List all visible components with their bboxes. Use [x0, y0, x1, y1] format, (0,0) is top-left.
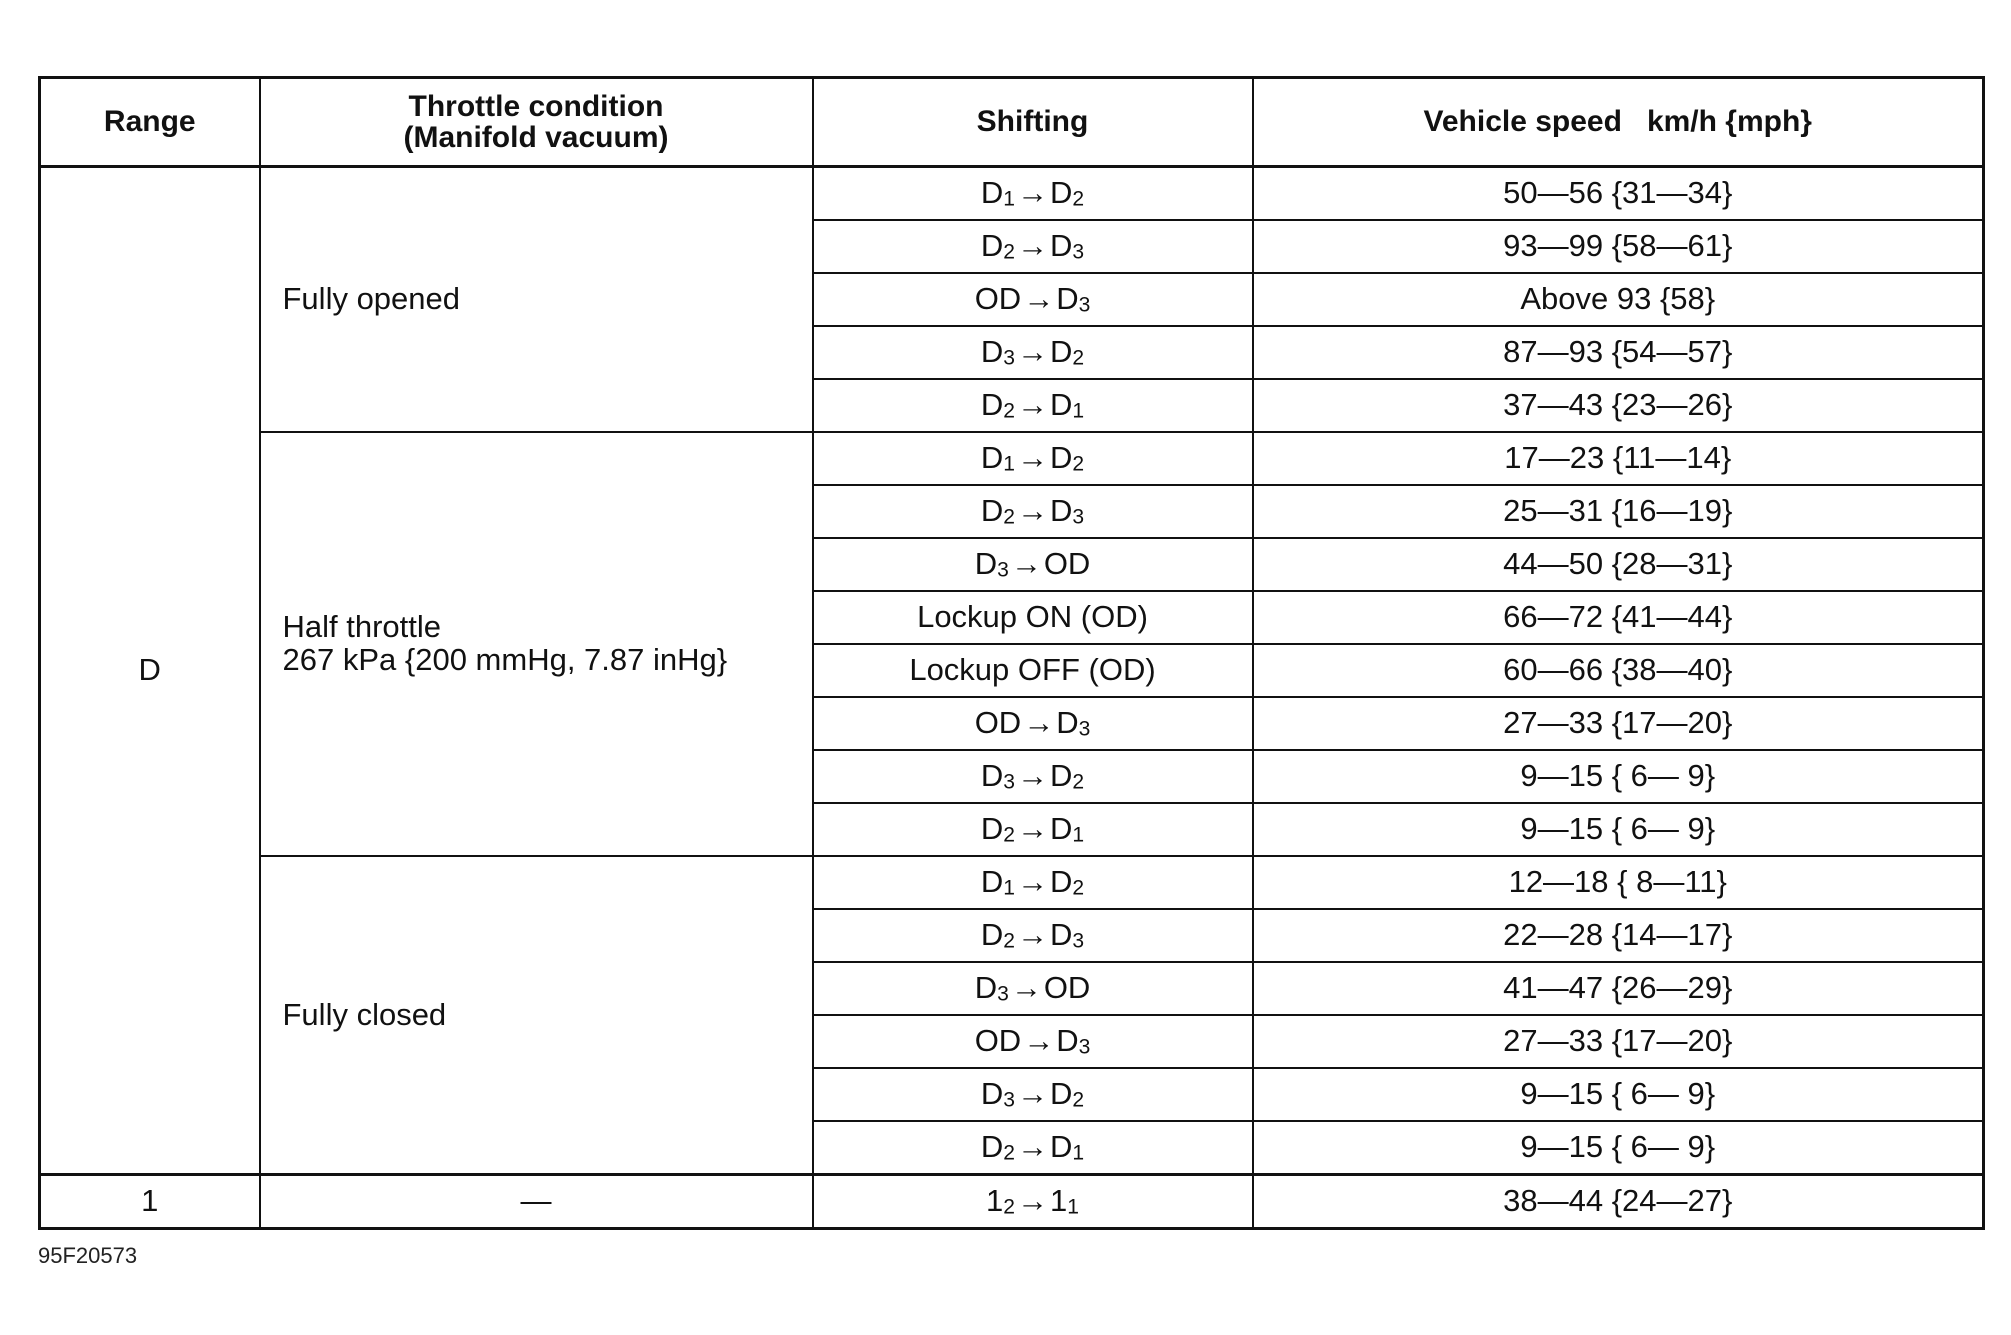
shift-from-subscript: 3	[997, 558, 1009, 582]
shifting-cell	[813, 273, 1253, 326]
shifting-text: Lockup OFF (OD)	[909, 652, 1156, 688]
shift-to-subscript: 1	[1072, 823, 1085, 847]
shift-to-subscript: 1	[1072, 399, 1085, 423]
shift-from-subscript: 3	[997, 982, 1009, 1006]
shift-arrow-icon: →	[1017, 387, 1048, 423]
shift-arrow-icon: →	[1010, 546, 1042, 582]
shift-from-subscript: 2	[1003, 505, 1015, 529]
shift-to-gear: D	[1056, 705, 1079, 741]
shifting-cell	[813, 644, 1253, 697]
throttle-condition-cell	[260, 1175, 813, 1229]
shift-to-gear: D	[1050, 758, 1073, 794]
shift-to-gear: D	[1050, 493, 1073, 529]
shift-from-gear: D	[980, 1129, 1004, 1165]
shift-from-gear: D	[980, 493, 1004, 529]
shift-to-subscript: 2	[1072, 187, 1085, 211]
header-vehicle-speed: Vehicle speed km/h {mph}	[1253, 78, 1984, 167]
shift-from-gear: D	[980, 387, 1004, 423]
shift-to-gear: OD	[1043, 970, 1091, 1006]
shift-arrow-icon: →	[1017, 493, 1048, 529]
throttle-condition-line: Fully closed	[282, 996, 447, 1032]
shift-from-gear: D	[980, 917, 1004, 953]
throttle-condition-cell	[260, 856, 813, 1175]
vehicle-speed-cell: 87—93 {54—57}	[1253, 326, 1984, 379]
shifting-cell	[813, 538, 1253, 591]
shift-arrow-icon: →	[1017, 175, 1048, 211]
shift-from-subscript: 2	[1003, 399, 1015, 423]
shift-from-subscript: 1	[1003, 187, 1015, 211]
vehicle-speed-cell: 93—99 {58—61}	[1253, 220, 1984, 273]
vehicle-speed-cell: 66—72 {41—44}	[1253, 591, 1984, 644]
shift-to-subscript: 2	[1072, 1088, 1085, 1112]
shift-to-subscript: 3	[1072, 505, 1085, 529]
throttle-condition-cell	[260, 432, 813, 856]
header-row	[40, 78, 1984, 167]
shift-to-gear: D	[1056, 1023, 1079, 1059]
shift-to-subscript: 1	[1072, 1141, 1085, 1165]
vehicle-speed-cell: Above 93 {58}	[1253, 273, 1984, 326]
vehicle-speed-cell: 38—44 {24—27}	[1253, 1175, 1984, 1229]
shift-from-subscript: 3	[1003, 770, 1015, 794]
shift-arrow-icon: →	[1017, 864, 1048, 900]
shift-to-gear: D	[1050, 175, 1073, 211]
shift-to-gear: D	[1050, 917, 1073, 953]
shift-from-gear: 1	[986, 1183, 1004, 1219]
shift-to-gear: D	[1050, 228, 1073, 264]
shift-to-gear: D	[1050, 811, 1073, 847]
vehicle-speed-cell: 60—66 {38—40}	[1253, 644, 1984, 697]
table-row	[40, 167, 1984, 221]
table-row	[40, 1175, 1984, 1229]
range-cell: D	[40, 167, 260, 1175]
shift-arrow-icon: →	[1017, 228, 1048, 264]
shift-from-gear: D	[980, 811, 1004, 847]
shift-from-gear: D	[980, 1076, 1004, 1112]
vehicle-speed-cell: 9—15 { 6— 9}	[1253, 803, 1984, 856]
shifting-cell	[813, 167, 1253, 221]
shift-from-subscript: 2	[1003, 1141, 1015, 1165]
shift-from-subscript: 1	[1003, 876, 1015, 900]
shift-arrow-icon: →	[1017, 1183, 1048, 1219]
shift-to-subscript: 3	[1078, 1035, 1091, 1059]
shifting-cell	[813, 750, 1253, 803]
shift-from-gear: D	[980, 228, 1004, 264]
shift-to-gear: D	[1056, 281, 1079, 317]
shift-to-gear: D	[1050, 1129, 1073, 1165]
shift-to-subscript: 3	[1072, 929, 1085, 953]
shift-to-gear: D	[1050, 864, 1073, 900]
shift-to-gear: 1	[1050, 1183, 1068, 1219]
shift-arrow-icon: →	[1017, 1129, 1048, 1165]
shift-from-gear: D	[974, 546, 998, 582]
shift-to-gear: D	[1050, 1076, 1073, 1112]
shift-from-gear: D	[974, 970, 998, 1006]
shifting-cell	[813, 697, 1253, 750]
shifting-cell	[813, 591, 1253, 644]
range-cell: 1	[40, 1175, 260, 1229]
header-shifting: Shifting	[813, 78, 1253, 167]
header-throttle-line1: Throttle condition	[408, 89, 664, 123]
shifting-cell	[813, 1015, 1253, 1068]
vehicle-speed-cell: 41—47 {26—29}	[1253, 962, 1984, 1015]
vehicle-speed-cell: 9—15 { 6— 9}	[1253, 1121, 1984, 1175]
vehicle-speed-cell: 22—28 {14—17}	[1253, 909, 1984, 962]
throttle-condition-line: 267 kPa {200 mmHg, 7.87 inHg}	[282, 642, 728, 677]
shift-to-subscript: 3	[1078, 717, 1091, 741]
shift-to-gear: OD	[1043, 546, 1091, 582]
shift-arrow-icon: →	[1023, 1023, 1055, 1059]
vehicle-speed-cell: 12—18 { 8—11}	[1253, 856, 1984, 909]
vehicle-speed-cell: 25—31 {16—19}	[1253, 485, 1984, 538]
shift-from-gear: OD	[974, 705, 1022, 741]
shift-from-subscript: 2	[1003, 240, 1015, 264]
shift-arrow-icon: →	[1017, 440, 1048, 476]
shifting-cell	[813, 1068, 1253, 1121]
figure-code: 95F20573	[38, 1243, 138, 1268]
shift-to-gear: D	[1050, 334, 1073, 370]
header-throttle-line2: (Manifold vacuum)	[403, 121, 669, 154]
shift-from-gear: OD	[974, 281, 1022, 317]
shift-from-subscript: 1	[1003, 452, 1015, 476]
shift-arrow-icon: →	[1017, 334, 1048, 370]
table-body	[40, 167, 1984, 1229]
shift-from-gear: D	[980, 440, 1004, 476]
shift-to-gear: D	[1050, 387, 1073, 423]
shift-from-gear: OD	[974, 1023, 1022, 1059]
header-throttle-condition	[260, 78, 813, 167]
vehicle-speed-cell: 37—43 {23—26}	[1253, 379, 1984, 432]
shift-arrow-icon: →	[1023, 705, 1055, 741]
shift-arrow-icon: →	[1023, 281, 1055, 317]
shifting-cell	[813, 909, 1253, 962]
shift-to-subscript: 3	[1072, 240, 1085, 264]
shift-from-gear: D	[980, 334, 1004, 370]
shift-from-subscript: 2	[1003, 823, 1015, 847]
shifting-cell	[813, 432, 1253, 485]
shift-from-subscript: 2	[1003, 1195, 1015, 1219]
throttle-condition-cell	[260, 167, 813, 433]
vehicle-speed-cell: 9—15 { 6— 9}	[1253, 750, 1984, 803]
throttle-condition-line: Half throttle	[282, 609, 442, 645]
shift-arrow-icon: →	[1017, 811, 1048, 847]
vehicle-speed-cell: 27—33 {17—20}	[1253, 697, 1984, 750]
shift-to-subscript: 2	[1072, 770, 1085, 794]
shift-arrow-icon: →	[1017, 917, 1048, 953]
shifting-cell	[813, 379, 1253, 432]
shift-to-subscript: 3	[1078, 293, 1091, 317]
shifting-cell	[813, 220, 1253, 273]
vehicle-speed-cell: 27—33 {17—20}	[1253, 1015, 1984, 1068]
shift-arrow-icon: →	[1017, 758, 1048, 794]
shift-to-subscript: 2	[1072, 876, 1085, 900]
shifting-cell	[813, 803, 1253, 856]
shift-speed-table	[38, 76, 1985, 1230]
shifting-cell	[813, 1121, 1253, 1175]
shifting-cell	[813, 1175, 1253, 1229]
throttle-condition-line: Fully opened	[282, 281, 461, 317]
shift-to-subscript: 2	[1072, 452, 1085, 476]
shift-to-subscript: 2	[1072, 346, 1085, 370]
vehicle-speed-cell: 9—15 { 6— 9}	[1253, 1068, 1984, 1121]
shifting-cell	[813, 856, 1253, 909]
table-row	[40, 432, 1984, 485]
shift-to-subscript: 1	[1067, 1195, 1079, 1219]
throttle-condition-line: —	[520, 1183, 552, 1219]
shift-from-gear: D	[980, 175, 1004, 211]
shifting-text: Lockup ON (OD)	[917, 599, 1148, 635]
shift-from-subscript: 2	[1003, 929, 1015, 953]
shifting-cell	[813, 485, 1253, 538]
vehicle-speed-cell: 17—23 {11—14}	[1253, 432, 1984, 485]
shifting-cell	[813, 326, 1253, 379]
shift-arrow-icon: →	[1017, 1076, 1048, 1112]
table-row	[40, 856, 1984, 909]
shift-to-gear: D	[1050, 440, 1073, 476]
vehicle-speed-cell: 44—50 {28—31}	[1253, 538, 1984, 591]
vehicle-speed-cell: 50—56 {31—34}	[1253, 167, 1984, 221]
header-range: Range	[40, 78, 260, 167]
shift-from-subscript: 3	[1003, 1088, 1015, 1112]
shift-arrow-icon: →	[1010, 970, 1042, 1006]
shift-from-subscript: 3	[1003, 346, 1015, 370]
shift-from-gear: D	[980, 758, 1004, 794]
shifting-cell	[813, 962, 1253, 1015]
shift-from-gear: D	[980, 864, 1004, 900]
